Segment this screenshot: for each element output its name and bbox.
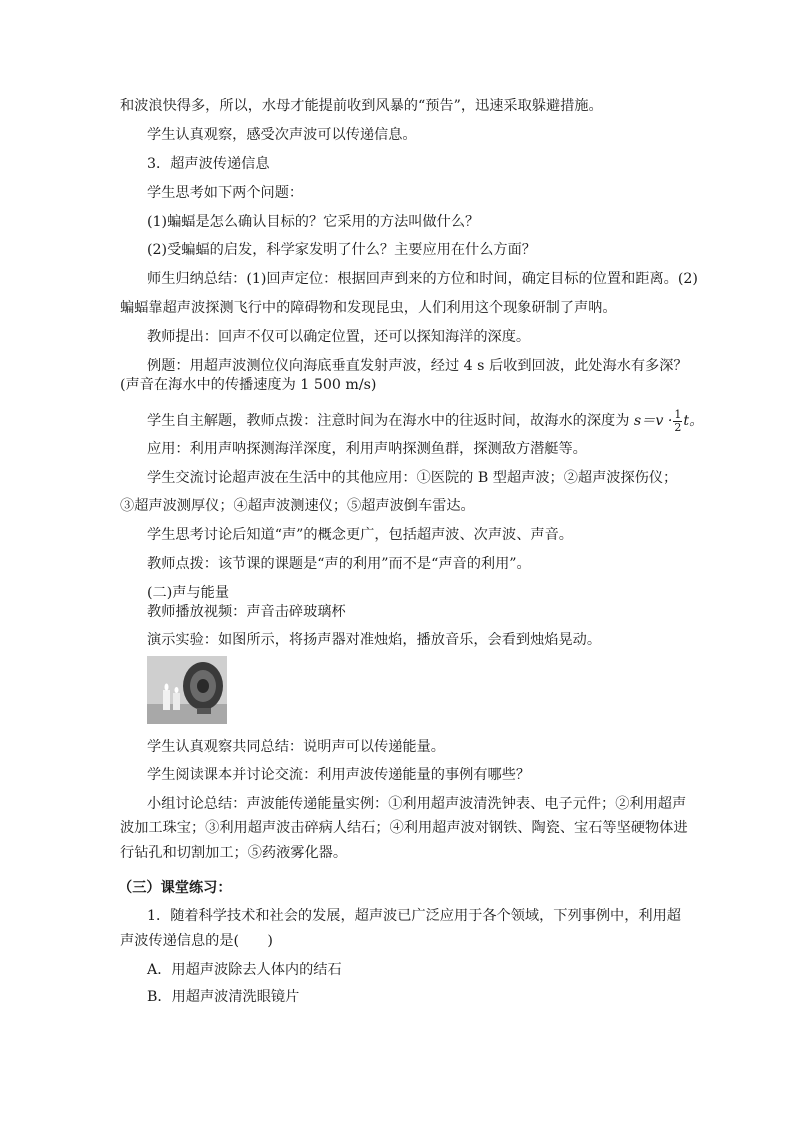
solution-text: 学生自主解题，教师点拨：注意时间为在海水中的往返时间，故海水的深度为 [147, 413, 634, 429]
text-line: 学生认真观察，感受次声波可以传递信息。 [147, 127, 417, 143]
text-line: 教师播放视频：声音击碎玻璃杯 [147, 604, 346, 620]
option-b: B．用超声波清洗眼镜片 [147, 989, 300, 1005]
text-line: 波加工珠宝；③利用超声波击碎病人结石；④利用超声波对钢铁、陶瓷、宝石等坚硬物体进 [120, 820, 688, 836]
text-line: ③超声波测厚仪；④超声波测速仪；⑤超声波倒车雷达。 [120, 498, 475, 514]
example-problem: 例题：用超声波测位仪向海底垂直发射声波，经过 4 s 后收到回波，此处海水有多深？ [147, 358, 688, 374]
text-line: 教师点拨：该节课的课题是“声的利用”而不是“声音的利用”。 [147, 556, 531, 572]
text-line: 演示实验：如图所示，将扬声器对准烛焰，播放音乐，会看到烛焰晃动。 [147, 632, 602, 648]
text-line: 学生阅读课本并讨论交流：利用声波传递能量的事例有哪些？ [147, 767, 531, 783]
section-heading: (二)声与能量 [147, 585, 230, 601]
text-line: 师生归纳总结：(1)回声定位：根据回声到来的方位和时间，确定目标的位置和距离。(2) [147, 271, 698, 287]
question-item: (1)蝙蝠是怎么确认目标的？它采用的方法叫做什么？ [147, 214, 480, 230]
solution-line [147, 404, 704, 438]
text-line: 教师提出：回声不仅可以确定位置，还可以探知海洋的深度。 [147, 329, 531, 345]
text-line: 学生思考如下两个问题： [147, 185, 304, 201]
text-line: 行钻孔和切割加工；⑤药液雾化器。 [120, 845, 348, 861]
text-line: 和波浪快得多，所以，水母才能提前收到风暴的“预告”，迅速采取躲避措施。 [120, 98, 603, 114]
fraction: $\frac{1}{2}$ [674, 407, 682, 434]
question-item: (2)受蝙蝠的启发，科学家发明了什么？主要应用在什么方面？ [147, 242, 536, 258]
section-heading: 3．超声波传递信息 [147, 156, 270, 172]
exercise-question: 声波传递信息的是( ) [120, 933, 273, 949]
text-line: 学生思考讨论后知道“声”的概念更广，包括超声波、次声波、声音。 [147, 527, 573, 543]
formula: s＝v · [633, 413, 673, 429]
text-line: 学生交流讨论超声波在生活中的其他应用：①医院的 B 型超声波；②超声波探伤仪； [147, 470, 678, 486]
text-line: 应用：利用声呐探测海洋深度，利用声呐探测鱼群，探测敌方潜艇等。 [147, 441, 587, 457]
option-a: A．用超声波除去人体内的结石 [147, 962, 342, 978]
exercise-question: 1．随着科学技术和社会的发展，超声波已广泛应用于各个领域，下列事例中，利用超 [147, 908, 681, 924]
text-line: 学生认真观察共同总结：说明声可以传递能量。 [147, 739, 445, 755]
formula-tail: t。 [683, 413, 704, 429]
speaker-candle-illustration [147, 656, 227, 724]
text-line: 蝙蝠靠超声波探测飞行中的障碍物和发现昆虫，人们利用这个现象研制了声呐。 [120, 300, 617, 316]
text-line: 小组讨论总结：声波能传递能量实例：①利用超声波清洗钟表、电子元件；②利用超声 [147, 796, 687, 812]
section-heading: （三）课堂练习： [118, 880, 232, 896]
speaker-candle-photo [147, 656, 227, 724]
text-line: (声音在海水中的传播速度为 1 500 m/s) [120, 377, 377, 393]
